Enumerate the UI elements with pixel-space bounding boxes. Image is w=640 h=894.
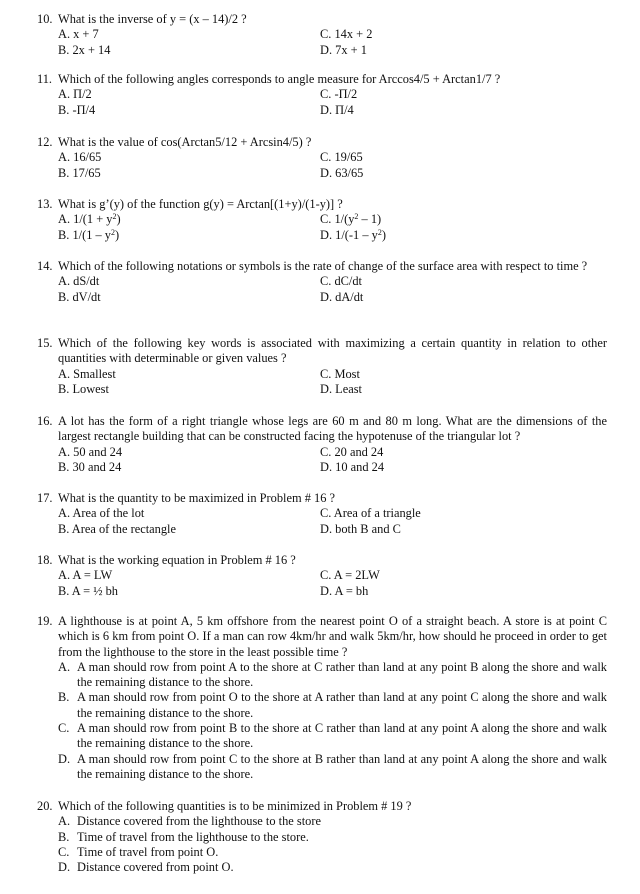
option-d[interactable]: D. A = bh bbox=[320, 583, 369, 598]
option-letter: A. bbox=[58, 814, 71, 829]
question-14 bbox=[37, 259, 607, 305]
question-text: What is the quantity to be maximized in Problem # 16 ? bbox=[58, 491, 336, 505]
option-text: – 1) bbox=[358, 212, 382, 227]
question-number: 13. bbox=[37, 197, 53, 211]
question-number: 16. bbox=[37, 414, 53, 428]
option-d[interactable]: D. 7x + 1 bbox=[320, 42, 367, 57]
option-text: B. 1/(1 – y bbox=[58, 227, 112, 242]
options bbox=[37, 27, 607, 58]
option-b[interactable]: B. 17/65 bbox=[58, 165, 101, 180]
option-d[interactable]: D. Least bbox=[320, 381, 362, 396]
option-text: Time of travel from point O. bbox=[77, 844, 219, 859]
exponent: 2 bbox=[354, 212, 359, 222]
option-c[interactable]: C. 20 and 24 bbox=[320, 444, 384, 459]
options bbox=[37, 367, 607, 398]
option-c[interactable]: C. -Π/2 bbox=[320, 87, 358, 102]
exponent: 2 bbox=[377, 227, 382, 237]
options bbox=[37, 87, 607, 118]
option-d[interactable] bbox=[58, 752, 607, 783]
option-a[interactable] bbox=[58, 212, 320, 227]
option-c[interactable]: C. Most bbox=[320, 366, 360, 381]
option-b[interactable]: B. Lowest bbox=[58, 381, 109, 396]
option-c[interactable]: C. 14x + 2 bbox=[320, 27, 373, 42]
option-d[interactable] bbox=[320, 228, 607, 243]
exponent: 2 bbox=[111, 227, 116, 237]
options bbox=[37, 212, 607, 243]
option-c[interactable]: C. 19/65 bbox=[320, 150, 363, 165]
option-d[interactable]: D. Π/4 bbox=[320, 102, 354, 117]
question-number: 10. bbox=[37, 12, 53, 26]
option-b[interactable]: B. -Π/4 bbox=[58, 102, 96, 117]
exponent: 2 bbox=[112, 212, 117, 222]
option-text: ) bbox=[381, 227, 386, 242]
option-text: Time of travel from the lighthouse to the store. bbox=[77, 829, 309, 844]
option-text: A man should row from point C to the shore at B rather than land at any point A along the shore and walk the remaining distance to the shore. bbox=[77, 751, 607, 781]
option-text: D. 1/(-1 – y bbox=[320, 227, 378, 242]
option-d[interactable]: D. both B and C bbox=[320, 521, 401, 536]
option-text: A man should row from point B to the shore at C rather than land at any point A along the shore and walk the remaining distance to the shore. bbox=[77, 721, 607, 751]
question-number: 20. bbox=[37, 799, 53, 813]
option-text: Distance covered from point O. bbox=[77, 860, 234, 875]
option-c[interactable] bbox=[58, 845, 607, 860]
option-text: C. 1/(y bbox=[320, 212, 355, 227]
option-a[interactable]: A. dS/dt bbox=[58, 274, 100, 289]
question-text: Which of the following notations or symbols is the rate of change of the surface area with respect to time ? bbox=[58, 259, 588, 273]
question-number: 18. bbox=[37, 553, 53, 567]
option-text: ) bbox=[115, 227, 120, 242]
question-stem bbox=[37, 614, 607, 660]
option-b[interactable]: B. dV/dt bbox=[58, 289, 101, 304]
option-text: Distance covered from the lighthouse to the store bbox=[77, 814, 321, 829]
option-letter: C. bbox=[58, 844, 70, 859]
option-b[interactable]: B. A = ½ bh bbox=[58, 583, 119, 598]
option-a[interactable]: A. Π/2 bbox=[58, 87, 92, 102]
question-11 bbox=[37, 72, 607, 118]
options bbox=[37, 445, 607, 476]
question-text: What is the inverse of y = (x – 14)/2 ? bbox=[58, 12, 247, 26]
option-text: A man should row from point O to the shore at A rather than land at any point C along the shore and walk the remaining distance to the shore. bbox=[77, 690, 607, 720]
options bbox=[37, 274, 607, 305]
question-stem bbox=[37, 799, 607, 814]
question-text: A lot has the form of a right triangle whose legs are 60 m and 80 m long. What are the dimensions of the largest rectangle building that can be constructed facing the hypotenuse of the triangular lot ? bbox=[58, 414, 607, 444]
option-a[interactable] bbox=[58, 814, 607, 829]
question-stem bbox=[37, 414, 607, 445]
question-number: 14. bbox=[37, 259, 53, 273]
question-text: Which of the following angles corresponds to angle measure for Arccos4/5 + Arctan1/7 ? bbox=[58, 72, 501, 86]
question-number: 19. bbox=[37, 614, 53, 628]
question-20 bbox=[37, 799, 607, 875]
option-text: A man should row from point A to the shore at C rather than land at any point B along the shore and walk the remaining distance to the shore. bbox=[77, 659, 607, 690]
question-text: A lighthouse is at point A, 5 km offshore from the nearest point O of a straight beach. A store is at point C which is 6 km from point O. If a man can row 4km/hr and walk 5km/hr, how should he proceed in order to get from the lighthouse to the store in the least possible time ? bbox=[58, 614, 607, 659]
option-a[interactable]: A. A = LW bbox=[58, 568, 113, 583]
question-text: Which of the following key words is associated with maximizing a certain quantity in relation to other quantities with determinable or given values ? bbox=[58, 336, 607, 366]
options bbox=[37, 568, 607, 599]
option-a[interactable]: A. Area of the lot bbox=[58, 506, 145, 521]
question-text: What is the working equation in Problem # 16 ? bbox=[58, 553, 296, 567]
option-a[interactable]: A. 50 and 24 bbox=[58, 444, 123, 459]
question-stem bbox=[37, 12, 607, 27]
option-b[interactable] bbox=[58, 228, 320, 243]
question-stem bbox=[37, 259, 607, 274]
option-letter: A. bbox=[58, 659, 71, 674]
question-16 bbox=[37, 414, 607, 475]
option-c[interactable]: C. Area of a triangle bbox=[320, 506, 421, 521]
option-a[interactable] bbox=[58, 660, 607, 691]
options bbox=[37, 660, 607, 782]
question-13 bbox=[37, 197, 607, 243]
question-stem bbox=[37, 553, 607, 568]
question-stem bbox=[37, 72, 607, 87]
option-b[interactable]: B. 2x + 14 bbox=[58, 42, 111, 57]
options bbox=[37, 150, 607, 181]
question-10 bbox=[37, 12, 607, 58]
option-letter: D. bbox=[58, 860, 71, 875]
question-stem bbox=[37, 197, 607, 212]
option-b[interactable] bbox=[58, 830, 607, 845]
options bbox=[37, 814, 607, 875]
option-letter: B. bbox=[58, 829, 70, 844]
question-stem bbox=[37, 491, 607, 506]
option-letter: B. bbox=[58, 690, 70, 705]
options bbox=[37, 506, 607, 537]
option-d[interactable]: D. 10 and 24 bbox=[320, 459, 385, 474]
question-stem bbox=[37, 135, 607, 150]
question-number: 11. bbox=[37, 72, 53, 86]
option-c[interactable]: C. dC/dt bbox=[320, 274, 362, 289]
question-text: What is g’(y) of the function g(y) = Arctan[(1+y)/(1-y)] ? bbox=[58, 197, 343, 211]
question-number: 12. bbox=[37, 135, 53, 149]
option-c[interactable] bbox=[58, 721, 607, 752]
option-letter: C. bbox=[58, 721, 70, 736]
question-number: 17. bbox=[37, 491, 53, 505]
option-text: A. 1/(1 + y bbox=[58, 212, 113, 227]
option-d[interactable] bbox=[58, 860, 607, 875]
option-d[interactable]: D. 63/65 bbox=[320, 165, 364, 180]
question-17 bbox=[37, 491, 607, 537]
question-19 bbox=[37, 614, 607, 782]
question-15 bbox=[37, 336, 607, 397]
option-letter: D. bbox=[58, 751, 71, 766]
question-number: 15. bbox=[37, 336, 53, 350]
option-a[interactable]: A. Smallest bbox=[58, 366, 116, 381]
question-text: What is the value of cos(Arctan5/12 + Arcsin4/5) ? bbox=[58, 135, 312, 149]
option-b[interactable]: B. Area of the rectangle bbox=[58, 521, 177, 536]
option-c[interactable]: C. A = 2LW bbox=[320, 568, 380, 583]
question-text: Which of the following quantities is to be minimized in Problem # 19 ? bbox=[58, 799, 412, 813]
option-b[interactable] bbox=[58, 690, 607, 721]
option-d[interactable]: D. dA/dt bbox=[320, 289, 364, 304]
option-c[interactable] bbox=[320, 212, 607, 227]
option-a[interactable]: A. x + 7 bbox=[58, 27, 99, 42]
question-18 bbox=[37, 553, 607, 599]
option-a[interactable]: A. 16/65 bbox=[58, 150, 102, 165]
question-12 bbox=[37, 135, 607, 181]
option-text: ) bbox=[116, 212, 121, 227]
option-b[interactable]: B. 30 and 24 bbox=[58, 459, 122, 474]
question-stem bbox=[37, 336, 607, 367]
